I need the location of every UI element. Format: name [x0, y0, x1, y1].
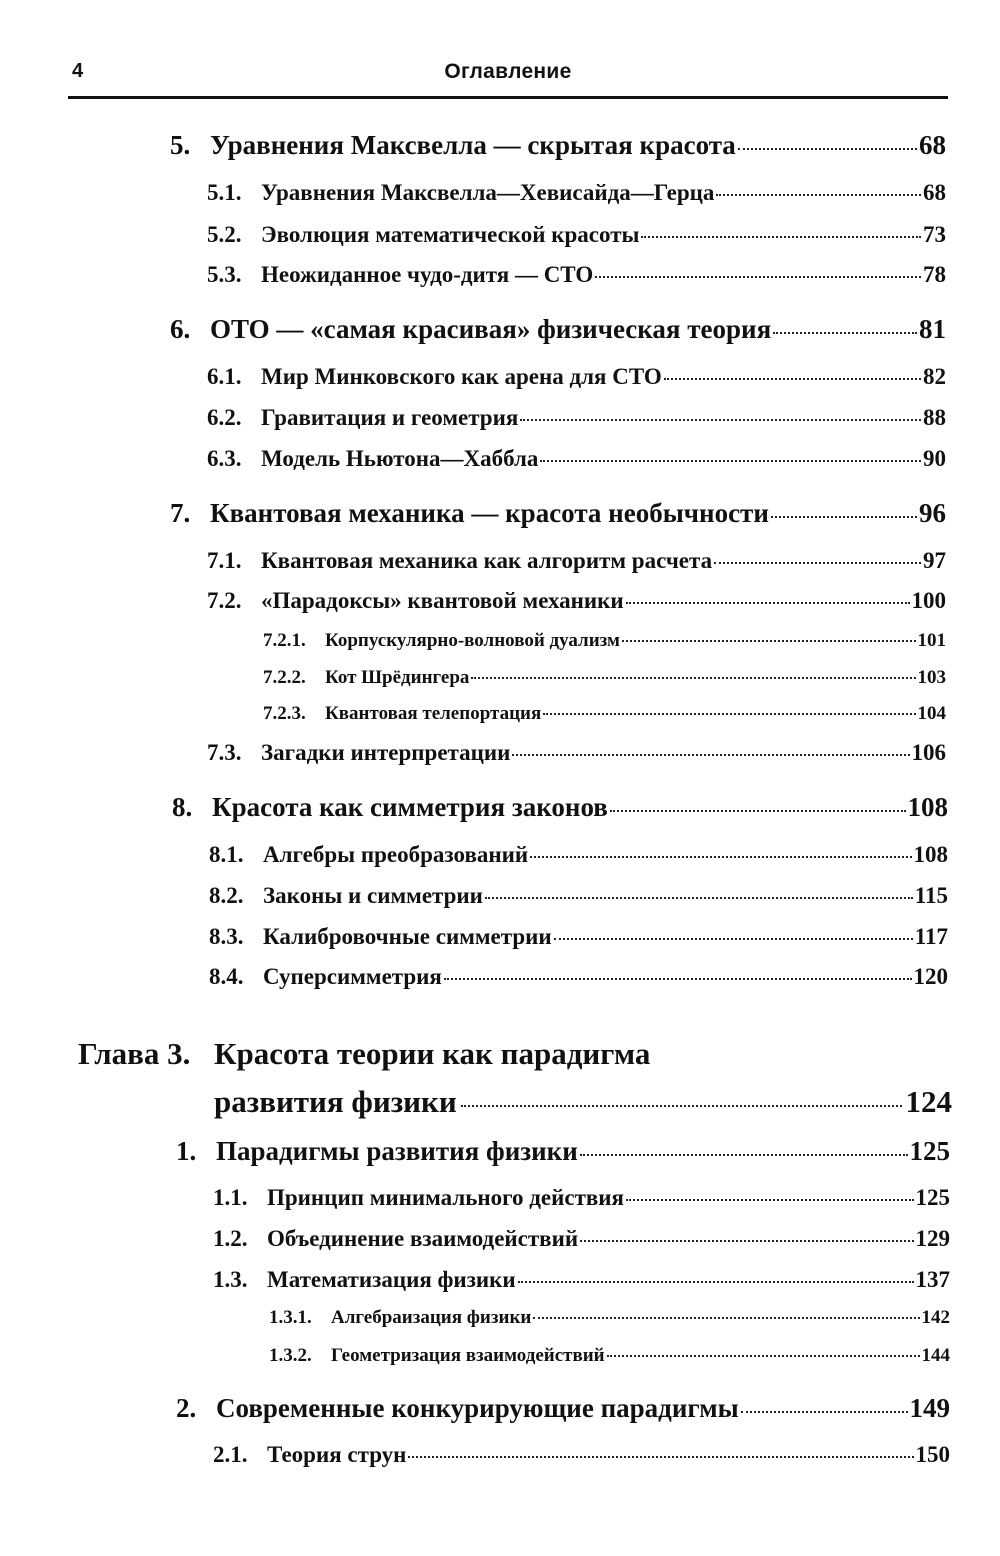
- toc-entry-number: 1.2.: [213, 1226, 248, 1251]
- dot-leader: [533, 1317, 919, 1319]
- chapter-title-line1: Красота теории как парадигма: [214, 1036, 651, 1071]
- toc-entry-page: 137: [915, 1267, 950, 1292]
- toc-entry[interactable]: [263, 667, 946, 689]
- dot-leader: [512, 754, 909, 756]
- dot-leader: [595, 276, 921, 278]
- toc-entry-title: Мир Минковского как арена для СТО: [261, 364, 662, 389]
- toc-entry-number: 7.: [170, 498, 191, 528]
- toc-entry-title: Современные конкурирующие парадигмы: [216, 1393, 739, 1423]
- toc-entry[interactable]: [209, 842, 948, 868]
- dot-leader: [622, 640, 916, 642]
- toc-entry-number: 8.2.: [209, 883, 244, 908]
- toc-entry-page: 90: [923, 446, 946, 471]
- toc-entry-page: 82: [923, 364, 946, 389]
- toc-entry[interactable]: [207, 222, 946, 248]
- dot-leader: [471, 677, 915, 679]
- running-title: Оглавление: [444, 60, 572, 83]
- toc-entry-number: 8.4.: [209, 964, 244, 989]
- toc-entry-title: Красота как симметрия законов: [212, 792, 608, 822]
- toc-entry[interactable]: [263, 630, 946, 652]
- toc-entry-number: 5.3.: [207, 262, 242, 287]
- toc-entry-page: 97: [923, 548, 946, 573]
- chapter-label: Глава 3.: [78, 1036, 191, 1071]
- toc-entry[interactable]: [207, 364, 946, 390]
- toc-entry-number: 6.1.: [207, 364, 242, 389]
- toc-entry-number: 1.3.: [213, 1267, 248, 1292]
- toc-entry[interactable]: [170, 314, 946, 345]
- toc-entry[interactable]: [207, 588, 946, 614]
- toc-entry[interactable]: [176, 1393, 950, 1424]
- toc-entry-page: 73: [923, 222, 946, 247]
- dot-leader: [540, 460, 921, 462]
- toc-entry-title: Алгебры преобразований: [263, 842, 529, 867]
- toc-entry-number: 5.: [170, 130, 191, 160]
- dot-leader: [444, 978, 912, 980]
- dot-leader: [610, 810, 906, 812]
- toc-entry-number: 1.1.: [213, 1185, 248, 1210]
- toc-entry-page: 108: [913, 842, 948, 867]
- toc-entry-page: 120: [913, 964, 948, 989]
- toc-entry[interactable]: [172, 792, 948, 823]
- page-number: 4: [72, 60, 84, 82]
- dot-leader: [716, 194, 921, 196]
- toc-entry-number: 7.2.3.: [263, 703, 306, 724]
- toc-entry-title: Калибровочные симметрии: [263, 924, 552, 949]
- dot-leader: [641, 236, 921, 238]
- toc-entry-number: 2.: [176, 1393, 197, 1423]
- toc-entry-title: Парадигмы развития физики: [216, 1136, 578, 1166]
- toc-entry[interactable]: [170, 498, 946, 529]
- toc-entry-page: 81: [919, 314, 946, 344]
- toc-entry-page: 104: [917, 703, 946, 724]
- toc-entry-title: Законы и симметрии: [263, 883, 483, 908]
- toc-entry-number: 7.1.: [207, 548, 242, 573]
- toc-entry-number: 7.2.2.: [263, 667, 306, 688]
- dot-leader: [485, 897, 913, 899]
- toc-entry-number: 5.1.: [207, 180, 242, 205]
- toc-entry-title: Гравитация и геометрия: [261, 405, 519, 430]
- toc-entry[interactable]: [207, 180, 946, 206]
- toc-entry-title: Корпускулярно-волновой дуализм: [325, 630, 620, 651]
- toc-entry[interactable]: [269, 1345, 950, 1367]
- toc-entry[interactable]: [207, 548, 946, 574]
- toc-entry[interactable]: [209, 964, 948, 990]
- toc-entry[interactable]: [176, 1136, 950, 1167]
- toc-entry-page: 150: [915, 1442, 950, 1467]
- dot-leader: [773, 332, 917, 334]
- toc-entry[interactable]: [207, 740, 946, 766]
- toc-entry-page: 106: [911, 740, 946, 765]
- toc-entry-number: 8.3.: [209, 924, 244, 949]
- toc-entry-number: 1.: [176, 1136, 197, 1166]
- toc-entry-title: Теория струн: [267, 1442, 407, 1467]
- toc-entry-title: Квантовая телепортация: [325, 703, 542, 724]
- toc-entry[interactable]: [207, 446, 946, 472]
- toc-entry-title: Кот Шрёдингера: [325, 667, 470, 688]
- chapter-title-row: [214, 1084, 952, 1120]
- toc-entry-number: 6.3.: [207, 446, 242, 471]
- toc-entry-number: 2.1.: [213, 1442, 248, 1467]
- toc-entry-page: 68: [919, 130, 946, 160]
- dot-leader: [626, 1199, 914, 1201]
- toc-entry-page: 68: [923, 180, 946, 205]
- dot-leader: [580, 1154, 908, 1156]
- toc-entry-number: 8.: [172, 792, 193, 822]
- toc-entry-title: Неожиданное чудо-дитя — СТО: [261, 262, 594, 287]
- toc-entry[interactable]: [213, 1267, 950, 1293]
- chapter-page: 124: [905, 1084, 952, 1119]
- toc-entry-title: ОТО — «самая красивая» физическая теория: [210, 314, 772, 344]
- dot-leader: [408, 1456, 913, 1458]
- toc-entry-title: Суперсимметрия: [263, 964, 442, 989]
- toc-entry-page: 100: [911, 588, 946, 613]
- dot-leader: [554, 938, 913, 940]
- toc-entry[interactable]: [207, 405, 946, 431]
- dot-leader: [461, 1105, 902, 1107]
- toc-entry-page: 108: [907, 792, 948, 822]
- toc-entry-number: 1.3.1.: [269, 1307, 312, 1328]
- dot-leader: [543, 713, 915, 715]
- toc-entry-title: Уравнения Максвелла — скрытая красота: [210, 130, 736, 160]
- toc-entry-number: 7.2.1.: [263, 630, 306, 651]
- dot-leader: [520, 419, 921, 421]
- dot-leader: [741, 1411, 908, 1413]
- toc-entry-page: 115: [914, 883, 948, 908]
- toc-entry-page: 78: [923, 262, 946, 287]
- toc-entry[interactable]: [263, 703, 946, 725]
- toc-entry-number: 6.: [170, 314, 191, 344]
- toc-entry-page: 96: [919, 498, 946, 528]
- page-header: [68, 56, 948, 99]
- toc-entry[interactable]: [213, 1226, 950, 1252]
- chapter-title-line2: развития физики: [214, 1084, 457, 1119]
- toc-entry-title: «Парадоксы» квантовой механики: [261, 588, 624, 613]
- toc-entry[interactable]: [170, 130, 946, 161]
- toc-entry-title: Уравнения Максвелла—Хевисайда—Герца: [261, 180, 715, 205]
- toc-entry-number: 7.2.: [207, 588, 242, 613]
- toc-entry-page: 103: [917, 667, 946, 688]
- dot-leader: [607, 1355, 920, 1357]
- toc-entry-page: 125: [909, 1136, 950, 1166]
- toc-entry[interactable]: [213, 1185, 950, 1211]
- toc-entry-number: 8.1.: [209, 842, 244, 867]
- toc-entry-title: Математизация физики: [267, 1267, 516, 1292]
- toc-entry[interactable]: [209, 883, 948, 909]
- toc-entry-title: Эволюция математической красоты: [261, 222, 640, 247]
- toc-entry[interactable]: [207, 262, 946, 288]
- toc-entry-number: 7.3.: [207, 740, 242, 765]
- dot-leader: [530, 856, 911, 858]
- toc-entry[interactable]: [209, 924, 948, 950]
- toc-entry-number: 5.2.: [207, 222, 242, 247]
- dot-leader: [580, 1240, 913, 1242]
- toc-entry-title: Геометризация взаимодействий: [331, 1345, 605, 1366]
- toc-entry-page: 101: [917, 630, 946, 651]
- toc-entry-page: 144: [921, 1345, 950, 1366]
- dot-leader: [664, 378, 921, 380]
- toc-entry-title: Загадки интерпретации: [261, 740, 511, 765]
- toc-entry-page: 142: [921, 1307, 950, 1328]
- toc-entry-page: 125: [915, 1185, 950, 1210]
- toc-entry-title: Объединение взаимодействий: [267, 1226, 579, 1251]
- dot-leader: [771, 516, 917, 518]
- toc-entry-page: 88: [923, 405, 946, 430]
- toc-entry-title: Алгебраизация физики: [331, 1307, 532, 1328]
- dot-leader: [738, 148, 917, 150]
- toc-entry-title: Модель Ньютона—Хаббла: [261, 446, 539, 471]
- toc-entry-number: 6.2.: [207, 405, 242, 430]
- toc-entry-title: Принцип минимального действия: [267, 1185, 624, 1210]
- toc-entry-title: Квантовая механика — красота необычности: [210, 498, 769, 528]
- toc-entry[interactable]: [213, 1442, 950, 1468]
- toc-entry-page: 117: [914, 924, 948, 949]
- toc-entry-page: 129: [915, 1226, 950, 1251]
- toc-entry-number: 1.3.2.: [269, 1345, 312, 1366]
- toc-entry[interactable]: [269, 1307, 950, 1329]
- toc-entry-title: Квантовая механика как алгоритм расчета: [261, 548, 713, 573]
- toc-entry-page: 149: [909, 1393, 950, 1423]
- dot-leader: [518, 1281, 914, 1283]
- dot-leader: [626, 602, 910, 604]
- dot-leader: [714, 562, 921, 564]
